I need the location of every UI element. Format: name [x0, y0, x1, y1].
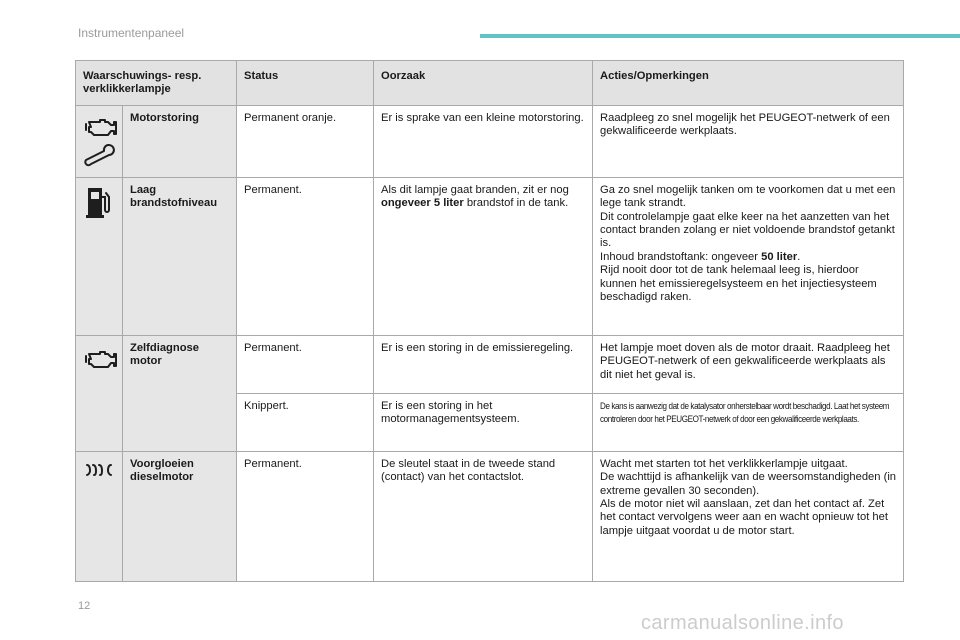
- action-line: Wacht met starten tot het verklikkerlampje uitgaat.: [600, 457, 848, 470]
- engine-icon: [76, 340, 122, 380]
- action-line: Ga zo snel mogelijk tanken om te voorkomen dat u met een lege tank strandt.: [600, 183, 896, 210]
- cause-text: Als dit lampje gaat branden, zit er nog: [381, 183, 569, 196]
- cause-cell: De sleutel staat in de tweede stand (contact) van het contactslot.: [374, 451, 593, 581]
- watermark: carmanualsonline.info: [641, 612, 844, 634]
- status-cell: Permanent.: [237, 335, 374, 393]
- action-bold-text: 50 liter: [761, 250, 798, 263]
- table-row: [76, 105, 904, 177]
- icon-cell: [76, 177, 123, 335]
- cause-cell: Er is sprake van een kleine motorstoring.: [374, 105, 593, 177]
- action-line: Dit controlelampje gaat elke keer na het aanzetten van het contact branden zolang er niet voldoende brandstof getankt is.: [600, 210, 895, 250]
- status-cell: Permanent.: [237, 177, 374, 335]
- header-actions: Acties/Opmerkingen: [593, 61, 904, 106]
- page-number: 12: [78, 600, 91, 612]
- action-line: Rijd nooit door tot de tank helemaal leeg is, hierdoor kunnen het emissieregelsysteem en het injectiesysteem beschadigd raken.: [600, 264, 877, 304]
- action-cell: Raadpleeg zo snel mogelijk het PEUGEOT-netwerk of een gekwalificeerde werkplaats.: [593, 105, 904, 177]
- action-line: Als de motor niet wil aanslaan, zet dan het contact af. Zet het contact vervolgens weer aan en wacht opnieuw tot het lampje uitgaat voordat u de motor start.: [600, 498, 888, 537]
- action-cell: Het lampje moet doven als de motor draait. Raadpleeg het PEUGEOT-netwerk of een gekwalificeerde werkplaats als dit niet het geval is.: [593, 335, 904, 393]
- lamp-name: Voorgloeien dieselmotor: [123, 451, 237, 581]
- action-cell: [593, 177, 904, 335]
- fuel-pump-icon: [76, 182, 122, 222]
- cause-cell: Er is een storing in het motormanagementsysteem.: [374, 393, 593, 451]
- cause-bold-text: ongeveer 5 liter: [381, 197, 464, 210]
- action-line: De wachttijd is afhankelijk van de weersomstandigheden (in extreme gevallen 30 seconden).: [600, 471, 897, 497]
- lamp-name: Zelfdiagnose motor: [123, 335, 237, 451]
- table-row: [76, 451, 904, 581]
- section-title: Instrumentenpaneel: [78, 26, 185, 40]
- action-cell: [593, 393, 904, 451]
- icon-cell: [76, 451, 123, 581]
- table-row: [76, 335, 904, 393]
- lamp-name: Motorstoring: [123, 105, 237, 177]
- header-lamp: Waarschuwings- resp. verklikkerlampje: [76, 61, 237, 106]
- status-cell: Permanent.: [237, 451, 374, 581]
- glow-plug-icon: [76, 456, 122, 486]
- icon-cell: [76, 335, 123, 451]
- icon-cell: [76, 105, 123, 177]
- cause-cell: Er is een storing in de emissieregeling.: [374, 335, 593, 393]
- action-line: [600, 251, 897, 264]
- header-cause: Oorzaak: [374, 61, 593, 106]
- action-note: De kans is aanwezig dat de katalysator onherstelbaar wordt beschadigd. Laat het systeem controleren door het PEUGEOT-netwerk of door een gekwalificeerde werkplaats.: [600, 400, 890, 425]
- table-row: [76, 177, 904, 335]
- status-cell: Permanent oranje.: [237, 105, 374, 177]
- action-cell: [593, 451, 904, 581]
- header-accent-bar: [480, 34, 960, 38]
- status-cell: Knippert.: [237, 393, 374, 451]
- action-text: Inhoud brandstoftank: ongeveer: [600, 250, 762, 263]
- table-header-row: [76, 61, 904, 106]
- cause-text: brandstof in de tank.: [463, 197, 569, 210]
- lamp-name: Laag brandstofniveau: [123, 177, 237, 335]
- action-text: .: [797, 250, 801, 263]
- header-status: Status: [237, 61, 374, 106]
- cause-cell: [374, 177, 593, 335]
- engine-wrench-icon: [76, 110, 122, 172]
- warning-lamps-table: [75, 60, 904, 582]
